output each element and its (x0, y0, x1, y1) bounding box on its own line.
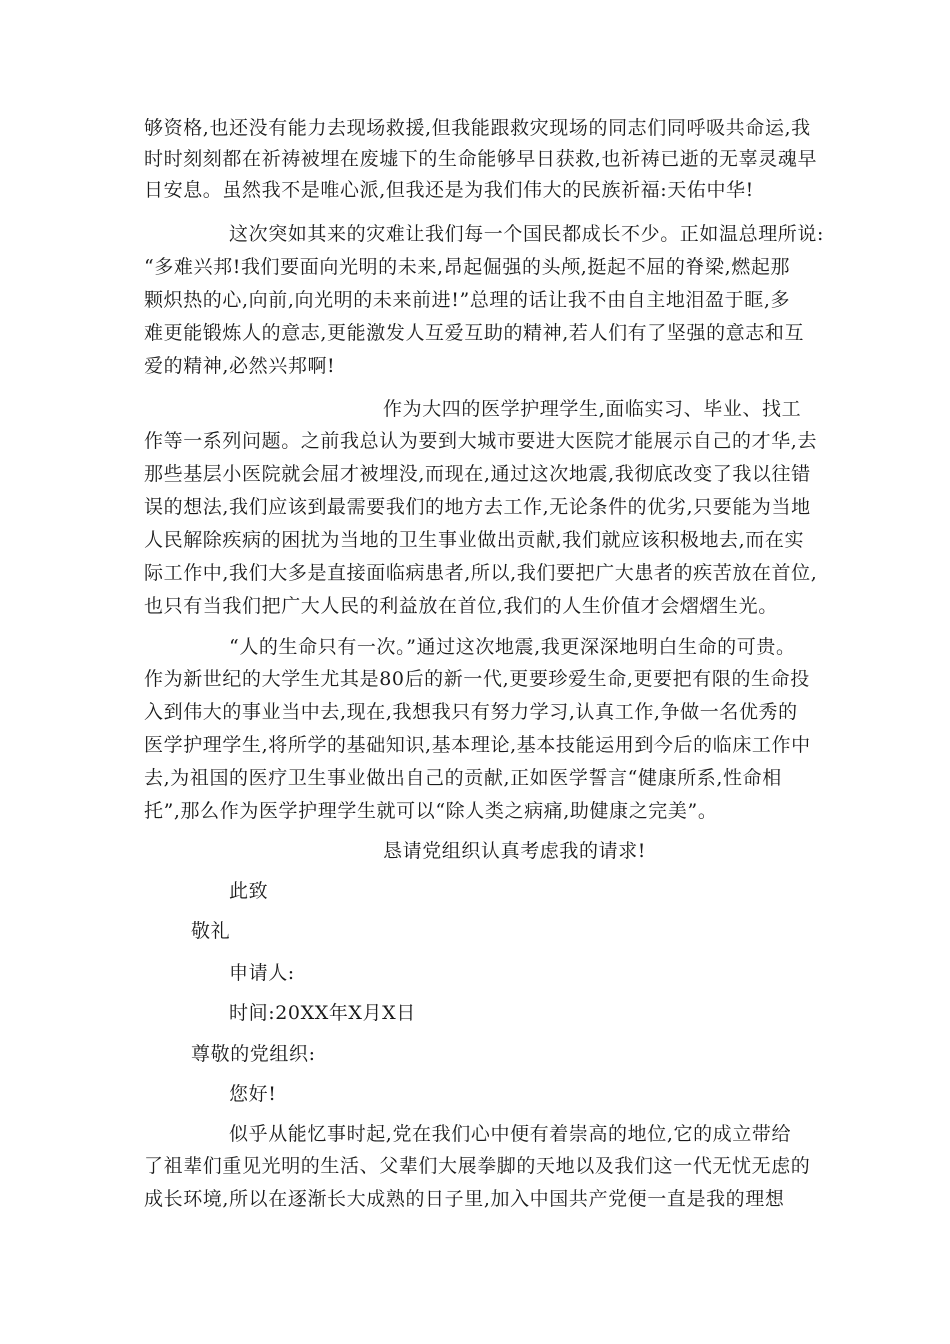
text-line: 际工作中,我们大多是直接面临病患者,所以,我们要把广大患者的疾苦放在首位, (144, 562, 818, 584)
text-line: 作等一系列问题。之前我总认为要到大城市要进大医院才能展示自己的才华,去 (144, 430, 818, 452)
text-line: 去,为祖国的医疗卫生事业做出自己的贡献,正如医学誓言“健康所系,性命相 (144, 767, 782, 789)
text-line: 作为大四的医学护理学生,面临实习、毕业、找工 (383, 398, 802, 420)
text-line: 托”,那么作为医学护理学生就可以“除人类之病痛,助健康之完美”。 (144, 800, 718, 822)
text-line: “人的生命只有一次。”通过这次地震,我更深深地明白生命的可贵。 (229, 636, 796, 658)
applicant-label: 申请人: (229, 962, 295, 984)
text-line: 了祖辈们重见光明的生活、父辈们大展拳脚的天地以及我们这一代无忧无虑的 (144, 1155, 811, 1177)
text-line: 误的想法,我们应该到最需要我们的地方去工作,无论条件的优劣,只要能为当地 (144, 496, 811, 518)
text-line: 那些基层小医院就会屈才被埋没,而现在,通过这次地震,我彻底改变了我以往错 (144, 463, 811, 485)
text-line: 医学护理学生,将所学的基础知识,基本理论,基本技能运用到今后的临床工作中 (144, 734, 811, 756)
text-line: 人民解除疾病的困扰为当地的卫生事业做出贡献,我们就应该积极地去,而在实 (144, 529, 805, 551)
date-line: 时间:20XX年X月X日 (229, 1002, 416, 1024)
text-line: 难更能锻炼人的意志,更能激发人互爱互助的精神,若人们有了坚强的意志和互 (144, 322, 805, 344)
closing-jingli: 敬礼 (191, 920, 231, 942)
text-line: 够资格,也还没有能力去现场救援,但我能跟救灾现场的同志们同呼吸共命运,我 (144, 117, 811, 139)
text-line: 也只有当我们把广大人民的利益放在首位,我们的人生价值才会熠熠生光。 (144, 595, 778, 617)
greeting: 您好! (229, 1083, 277, 1105)
text-line: “多难兴邦!我们要面向光明的未来,昂起倔强的头颅,挺起不屈的脊梁,燃起那 (144, 256, 791, 278)
text-line: 这次突如其来的灾难让我们每一个国民都成长不少。正如温总理所说: (229, 223, 825, 245)
text-line: 作为新世纪的大学生尤其是80后的新一代,更要珍爱生命,更要把有限的生命投 (144, 668, 810, 690)
closing-cizhi: 此致 (229, 880, 269, 902)
text-line: 日安息。虽然我不是唯心派,但我还是为我们伟大的民族祈福:天佑中华! (144, 179, 754, 201)
text-line: 成长环境,所以在逐渐长大成熟的日子里,加入中国共产党便一直是我的理想 (144, 1188, 785, 1210)
text-line: 似乎从能忆事时起,党在我们心中便有着崇高的地位,它的成立带给 (229, 1123, 792, 1145)
text-line: 入到伟大的事业当中去,现在,我想我只有努力学习,认真工作,争做一名优秀的 (144, 701, 798, 723)
salutation: 尊敬的党组织: (191, 1043, 316, 1065)
text-line: 时时刻刻都在祈祷被埋在废墟下的生命能够早日获救,也祈祷已逝的无辜灵魂早 (144, 148, 818, 170)
text-line: 颗炽热的心,向前,向光明的未来前进!”总理的话让我不由自主地泪盈于眶,多 (144, 289, 791, 311)
text-line: 爱的精神,必然兴邦啊! (144, 355, 336, 377)
request-line: 恳请党组织认真考虑我的请求! (383, 840, 647, 862)
